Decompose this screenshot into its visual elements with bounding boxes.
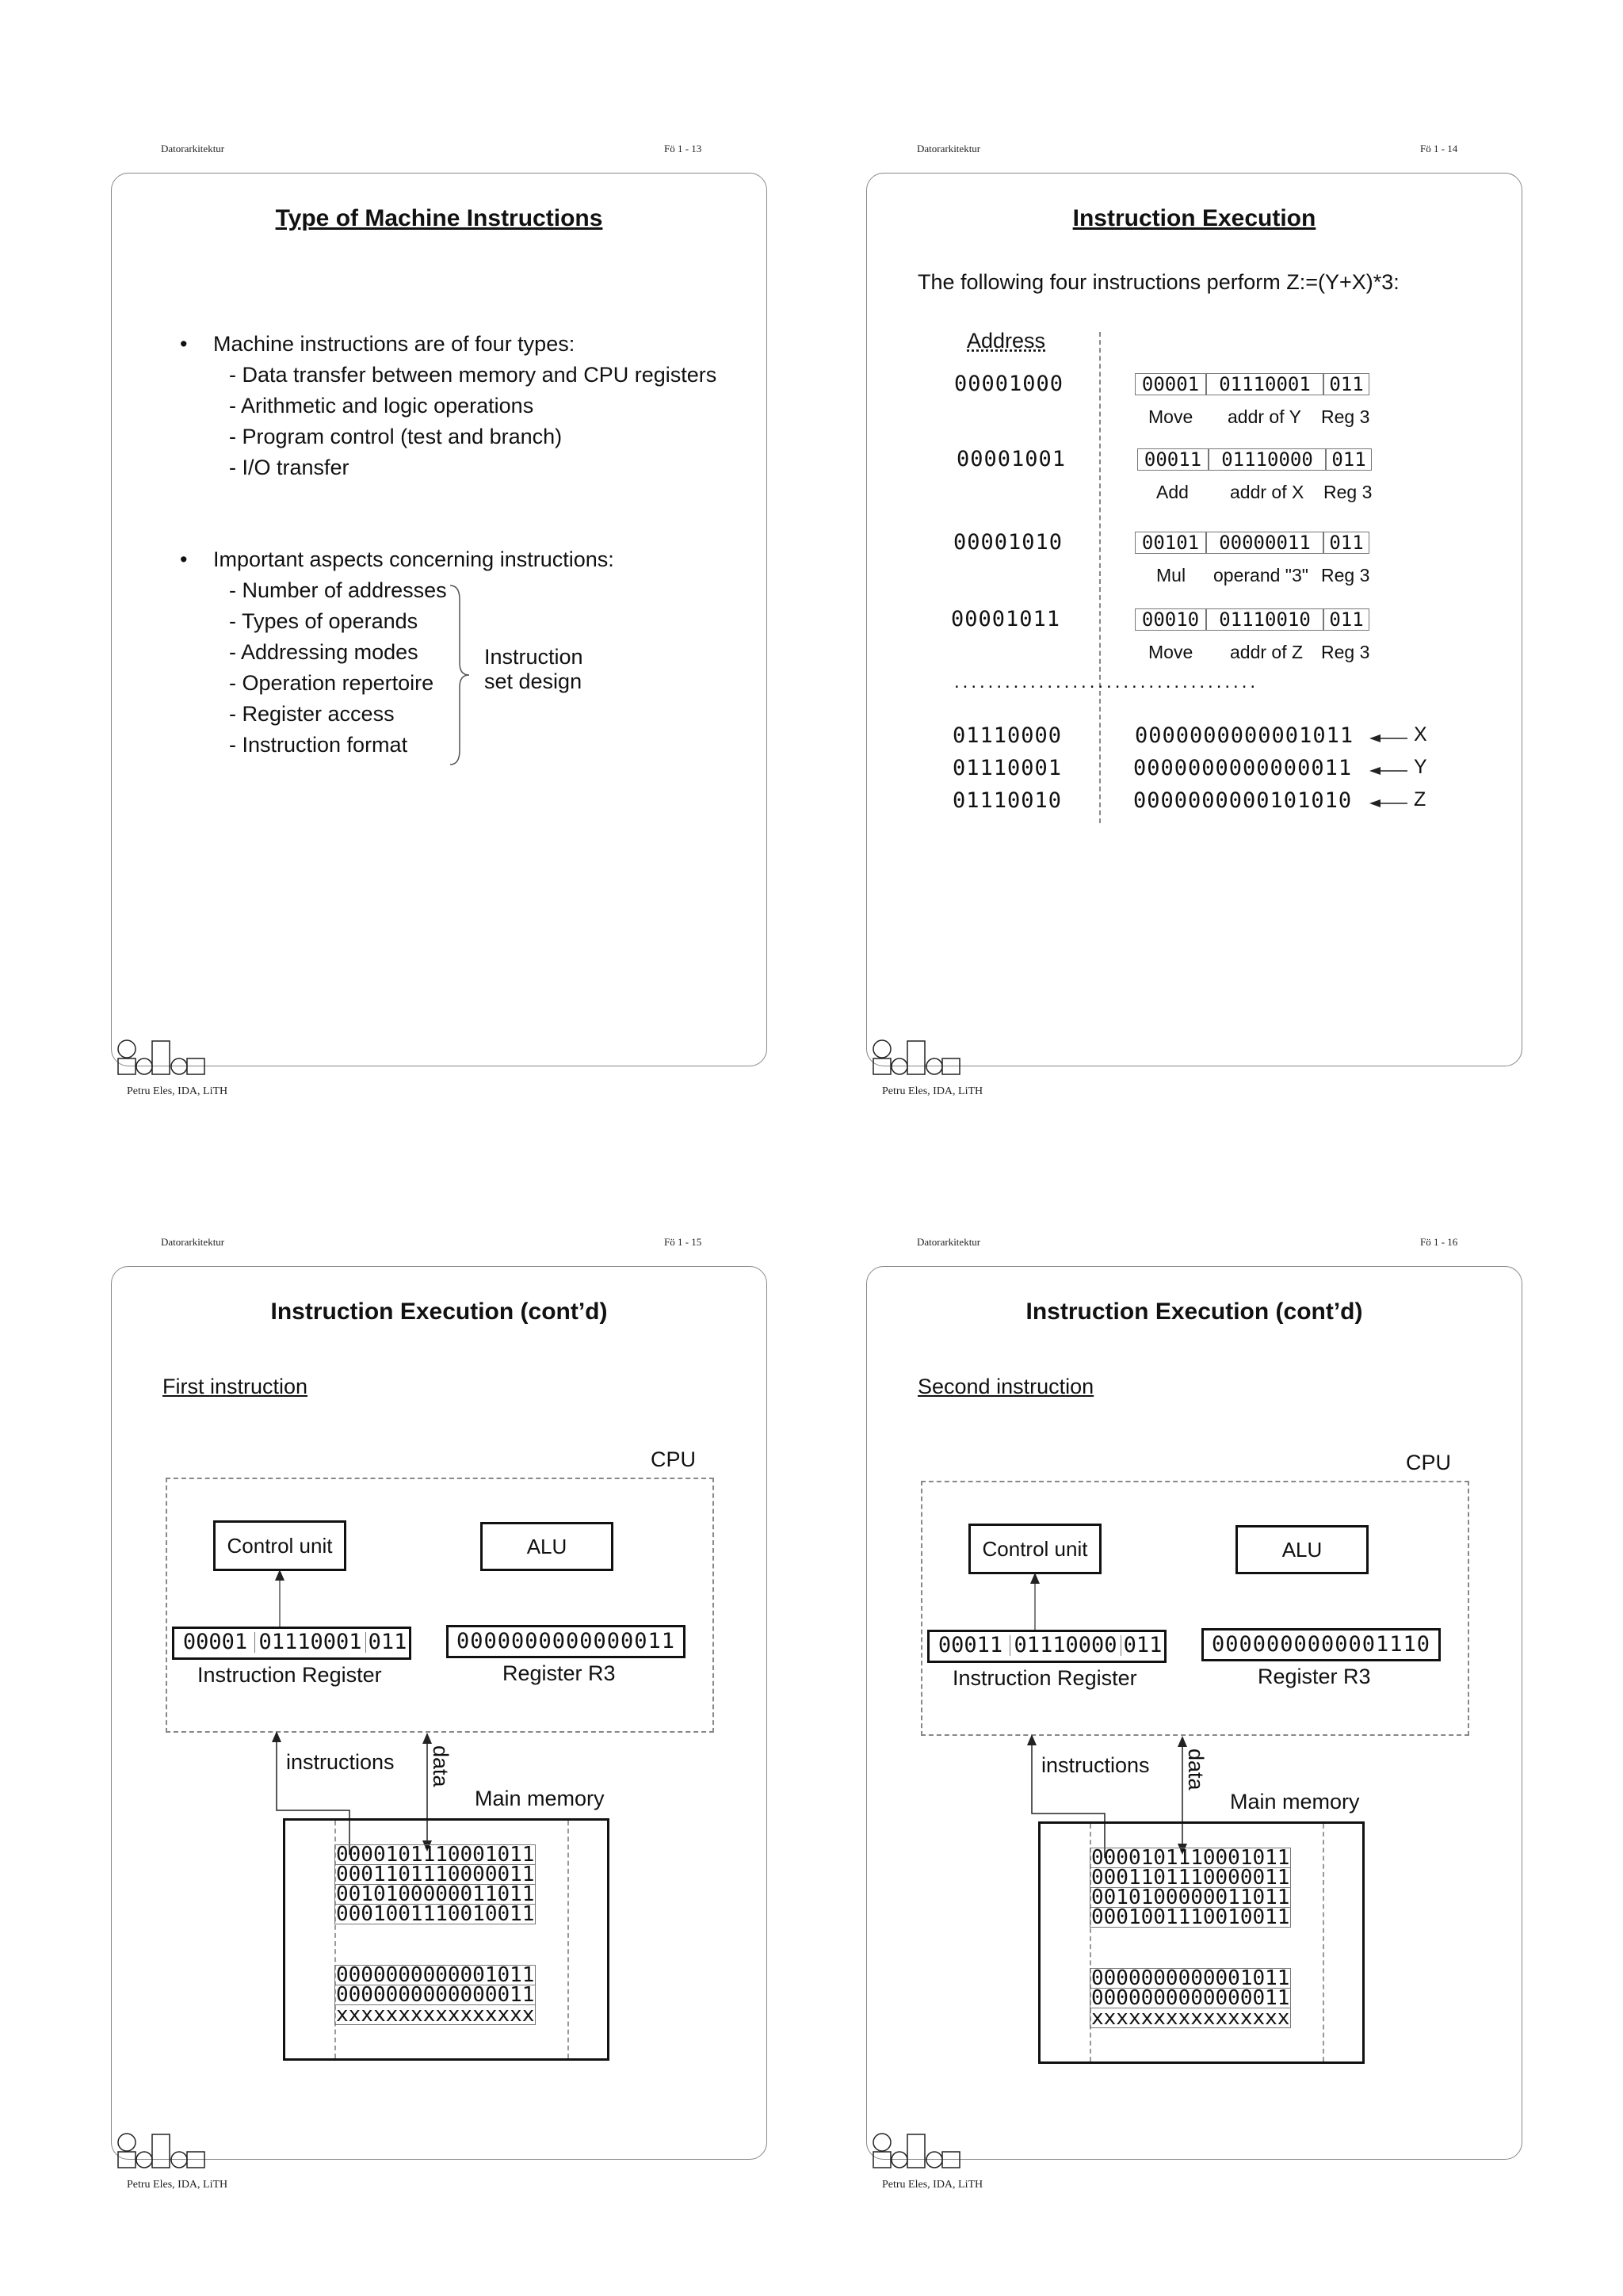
intro-text: The following four instructions perform Z:=(Y+X)*3: (918, 270, 1400, 294)
list-item: - Register access (229, 702, 395, 726)
instructions-label: instructions (1041, 1753, 1150, 1777)
alu-box: ALU (480, 1522, 613, 1571)
page-number: Fö 1 - 15 (664, 1236, 702, 1248)
footer-author: Petru Eles, IDA, LiTH (127, 1085, 228, 1097)
slide-14 (866, 173, 1522, 1066)
arrow-left-icon (1369, 798, 1409, 809)
field-label: Reg 3 (1321, 406, 1370, 427)
ellipsis-row: .................................... (954, 671, 1259, 692)
variable-label: Z (1414, 788, 1426, 810)
bullet-dot: • (180, 332, 188, 356)
memory-divider (1323, 1824, 1324, 2061)
data-address: 01110001 (953, 756, 1063, 780)
ir-operand: 01110001 (255, 1632, 366, 1653)
operand-field: 01110000 (1209, 448, 1326, 471)
operand-field: 01110010 (1206, 608, 1323, 631)
memory-word: 0001001110010011 (336, 1902, 535, 1926)
arrow-up-icon (1029, 1573, 1041, 1630)
university-logo-icon (116, 2130, 211, 2169)
footer-author: Petru Eles, IDA, LiTH (882, 2179, 983, 2191)
list-item: - Instruction format (229, 733, 408, 757)
instr-address: 00001010 (953, 530, 1064, 555)
memory-word: 0010100000011011 (336, 1882, 535, 1906)
footer-author: Petru Eles, IDA, LiTH (882, 1085, 983, 1097)
memory-word: 0001101110000011 (1091, 1866, 1290, 1890)
list-item: - Operation repertoire (229, 671, 434, 695)
operand-field: 01110001 (1206, 373, 1323, 395)
list-item: - I/O transfer (229, 456, 349, 479)
instructions-label: instructions (286, 1750, 395, 1774)
memory-word: 0000000000000011 (1091, 1986, 1290, 2010)
opcode-field: 00011 (1137, 448, 1209, 471)
arrow-up-icon (273, 1569, 286, 1627)
university-logo-icon (116, 1036, 211, 1076)
data-address: 01110010 (953, 788, 1063, 813)
data-value: 0000000000101010 (1133, 788, 1353, 813)
memory-word: 0001001110010011 (1091, 1905, 1290, 1929)
memory-word: xxxxxxxxxxxxxxxx (1091, 2006, 1290, 2030)
memory-word: 0000101110001011 (1091, 1846, 1290, 1870)
list-item: - Addressing modes (229, 640, 418, 664)
field-label: Reg 3 (1321, 565, 1370, 585)
address-divider (1099, 332, 1101, 823)
operand-field: 00000011 (1206, 532, 1323, 554)
curly-brace (449, 584, 472, 766)
list-item: - Data transfer between memory and CPU registers (229, 363, 717, 387)
data-value: 0000000000000011 (1133, 756, 1353, 780)
course-header: Datorarkitektur (161, 143, 225, 154)
page-number: Fö 1 - 13 (664, 143, 702, 154)
instruction-register (927, 1630, 1167, 1663)
list-item: - Arithmetic and logic operations (229, 394, 534, 418)
list-item: - Program control (test and branch) (229, 425, 563, 448)
opcode-field: 00001 (1135, 373, 1206, 395)
ir-register: 011 (1123, 1633, 1163, 1657)
control-unit-box: Control unit (213, 1520, 346, 1571)
slide-subtitle: Second instruction (918, 1375, 1094, 1398)
main-memory-box (283, 1818, 609, 2061)
register-r3: 0000000000000011 (446, 1625, 685, 1658)
field-label: operand "3" (1213, 565, 1308, 585)
memory-word: 0001101110000011 (336, 1863, 535, 1886)
arrow-left-icon (1369, 733, 1409, 744)
slide-title: Instruction Execution (cont’d) (1025, 1299, 1363, 1325)
slide-16 (866, 1266, 1522, 2160)
university-logo-icon (871, 2130, 966, 2169)
field-label: Move (1148, 642, 1193, 662)
memory-data-block (334, 1965, 536, 2025)
list-item: - Types of operands (229, 609, 418, 633)
main-memory-box (1038, 1821, 1365, 2064)
field-label: addr of X (1230, 482, 1304, 502)
cpu-boundary (166, 1478, 714, 1733)
course-header: Datorarkitektur (917, 143, 981, 154)
memory-word: xxxxxxxxxxxxxxxx (336, 2003, 535, 2027)
slide-title: Type of Machine Instructions (275, 205, 603, 231)
university-logo-icon (871, 1036, 966, 1076)
bullet-dot: • (180, 547, 188, 571)
variable-label: X (1414, 723, 1427, 746)
data-address: 01110000 (953, 723, 1063, 748)
alu-box: ALU (1235, 1525, 1369, 1574)
data-value: 0000000000001011 (1135, 723, 1354, 748)
course-header: Datorarkitektur (917, 1236, 981, 1248)
memory-word: 0010100000011011 (1091, 1886, 1290, 1909)
arrow-left-icon (1369, 765, 1409, 776)
register-field: 011 (1323, 608, 1369, 631)
slide-title: Instruction Execution (cont’d) (270, 1299, 608, 1325)
brace-label: Instruction (484, 645, 583, 669)
instruction-register (172, 1627, 411, 1660)
field-label: addr of Y (1228, 406, 1301, 427)
cpu-boundary (921, 1481, 1469, 1736)
memory-data-block (1090, 1968, 1291, 2028)
control-unit-box: Control unit (968, 1524, 1102, 1574)
variable-label: Y (1414, 756, 1427, 778)
data-label: data (429, 1745, 453, 1787)
slide-subtitle: First instruction (162, 1375, 308, 1398)
ir-label: Instruction Register (953, 1666, 1137, 1690)
bullet-types: Machine instructions are of four types: (213, 332, 575, 356)
memory-word: 0000000000001011 (336, 1963, 535, 1987)
page-number: Fö 1 - 14 (1420, 143, 1458, 154)
memory-word: 0000000000001011 (1091, 1966, 1290, 1990)
memory-divider (567, 1821, 569, 2058)
memory-word: 0000000000000011 (336, 1983, 535, 2007)
register-r3: 0000000000001110 (1201, 1628, 1441, 1661)
slide-15 (111, 1266, 767, 2160)
instr-address: 00001001 (957, 447, 1067, 471)
slide-13 (111, 173, 767, 1066)
ir-label: Instruction Register (197, 1663, 382, 1687)
opcode-field: 00101 (1135, 532, 1206, 554)
register-field: 011 (1323, 532, 1369, 554)
cpu-label: CPU (1406, 1451, 1452, 1474)
ir-opcode: 00011 (931, 1635, 1010, 1656)
field-label: Reg 3 (1321, 642, 1370, 662)
field-label: Move (1148, 406, 1193, 427)
main-memory-label: Main memory (1230, 1790, 1360, 1814)
register-field: 011 (1326, 448, 1372, 471)
memory-code-block (334, 1844, 536, 1924)
instr-address: 00001011 (951, 607, 1061, 631)
course-header: Datorarkitektur (161, 1236, 225, 1248)
opcode-field: 00010 (1135, 608, 1206, 631)
field-label: addr of Z (1230, 642, 1304, 662)
ir-opcode: 00001 (176, 1632, 255, 1653)
bullet-aspects: Important aspects concerning instructions: (213, 547, 614, 571)
page-number: Fö 1 - 16 (1420, 1236, 1458, 1248)
data-label: data (1184, 1749, 1208, 1791)
ir-register: 011 (368, 1630, 407, 1654)
list-item: - Number of addresses (229, 578, 447, 602)
field-label: Add (1156, 482, 1189, 502)
r3-label: Register R3 (502, 1661, 616, 1685)
memory-word: 0000101110001011 (336, 1843, 535, 1867)
ir-operand: 01110000 (1010, 1635, 1121, 1656)
r3-label: Register R3 (1258, 1665, 1371, 1688)
instr-address: 00001000 (954, 372, 1064, 396)
brace-label: set design (484, 669, 582, 693)
main-memory-label: Main memory (475, 1787, 605, 1810)
register-field: 011 (1323, 373, 1369, 395)
slide-title: Instruction Execution (1072, 205, 1316, 231)
footer-author: Petru Eles, IDA, LiTH (127, 2179, 228, 2191)
field-label: Reg 3 (1323, 482, 1373, 502)
memory-code-block (1090, 1848, 1291, 1928)
address-header: Address (967, 329, 1046, 353)
cpu-label: CPU (651, 1447, 697, 1471)
field-label: Mul (1156, 565, 1186, 585)
